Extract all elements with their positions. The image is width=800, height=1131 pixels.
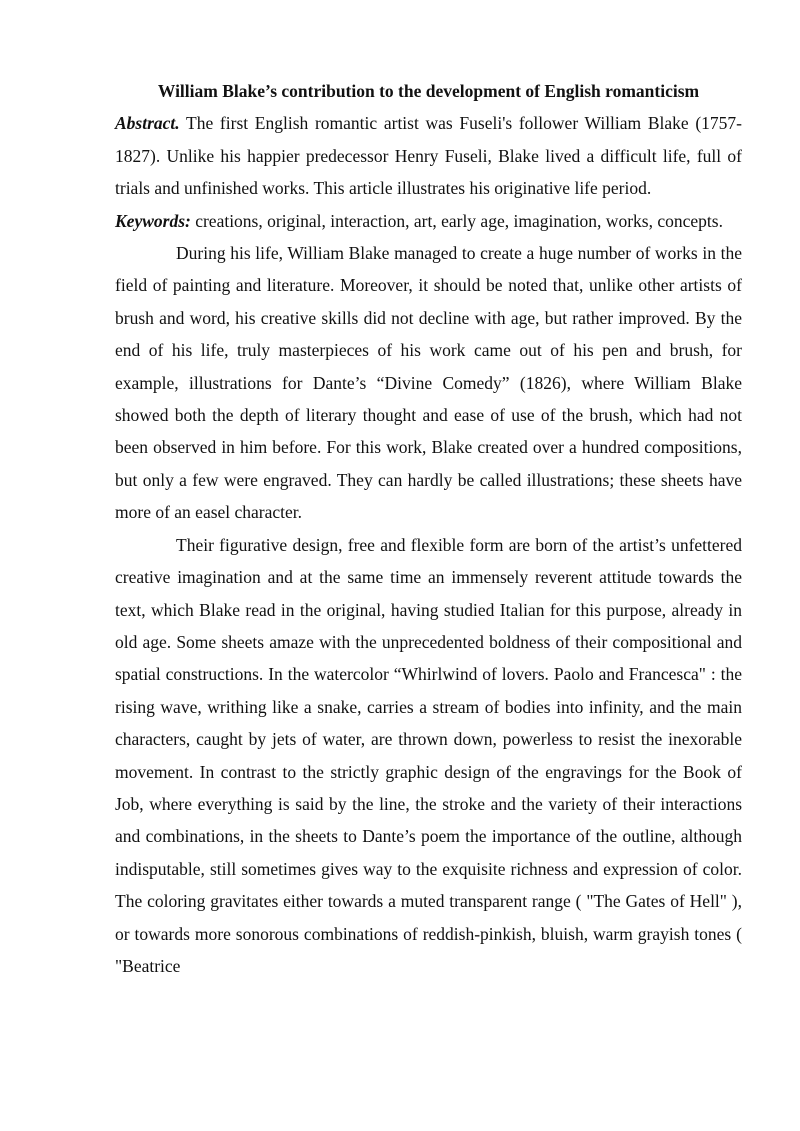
keywords-label: Keywords: (115, 210, 191, 231)
abstract-section (115, 107, 742, 204)
keywords-section (115, 205, 742, 237)
article-title: William Blake’s contribution to the development of English romanticism (157, 81, 700, 101)
abstract-text: The first English romantic artist was Fuseli's follower William Blake (1757-1827). Unlike his happier predecessor Henry Fuseli, Blake lived a difficult life, full of trials and unfinished works. This article illustrates his originative life period. (115, 113, 742, 199)
keywords-text: creations, original, interaction, art, early age, imagination, works, concepts. (190, 210, 723, 231)
body-paragraph-2: Their figurative design, free and flexible form are born of the artist’s unfettered creative imagination and at the same time an immensely reverent attitude towards the text, which Blake read in the original, having studied Italian for this purpose, already in old age. Some sheets amaze with the unprecedented boldness of their compositional and spatial constructions. In the watercolor “Whirlwind of lovers. Paolo and Francesca" : the rising wave, writhing like a snake, carries a stream of bodies into infinity, and the main characters, caught by jets of water, are thrown down, powerless to resist the inexorable movement. In contrast to the strictly graphic design of the engravings for the Book of Job, where everything is said by the line, the stroke and the variety of their interactions and combinations, in the sheets to Dante’s poem the importance of the outline, although indisputable, still sometimes gives way to the exquisite richness and expression of color. The coloring gravitates either towards a muted transparent range ( "The Gates of Hell" ), or towards more sonorous combinations of reddish-pinkish, bluish, warm grayish tones ( "Beatrice (115, 534, 742, 976)
body-paragraph-1: During his life, William Blake managed to create a huge number of works in the field of painting and literature. Moreover, it should be noted that, unlike other artists of brush and word, his creative skills did not decline with age, but rather improved. By the end of his life, truly masterpieces of his work came out of his pen and brush, for example, illustrations for Dante’s “Divine Comedy” (1826), where William Blake showed both the depth of literary thought and ease of use of the brush, which had not been observed in him before. For this work, Blake created over a hundred compositions, but only a few were engraved. They can hardly be called illustrations; these sheets have more of an easel character. (115, 243, 742, 523)
document-page (115, 75, 742, 982)
abstract-label: Abstract. (115, 113, 180, 134)
